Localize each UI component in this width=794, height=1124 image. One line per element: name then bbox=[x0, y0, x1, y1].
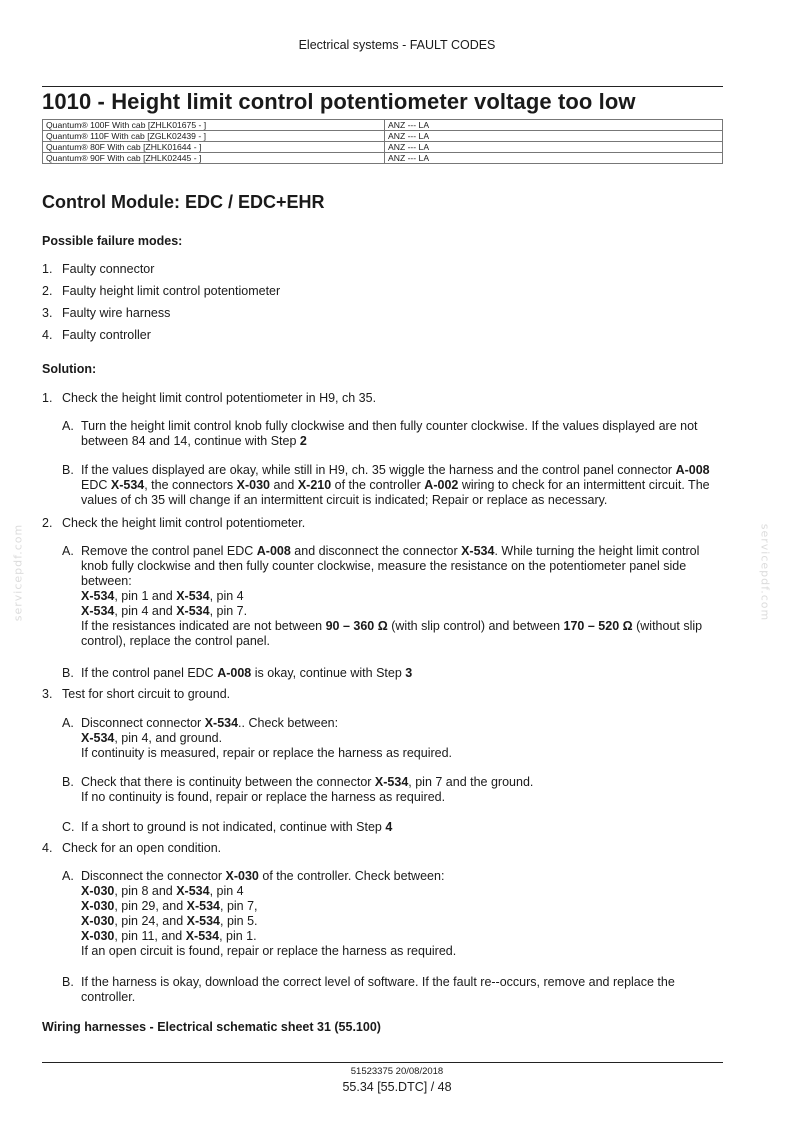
failure-item: Faulty wire harness bbox=[62, 306, 171, 320]
list-number: 1. bbox=[42, 262, 53, 276]
step-number: 2. bbox=[42, 516, 53, 530]
failure-item: Faulty height limit control potentiometer bbox=[62, 284, 281, 298]
wiring-reference: Wiring harnesses - Electrical schematic sheet 31 (55.100) bbox=[42, 1020, 381, 1034]
substep-letter: B. bbox=[62, 463, 74, 477]
substep-text: Disconnect connector X-534.. Check between: X-534, pin 4, and ground. If continuity is measured, repair or replace the harness as required. bbox=[81, 716, 453, 760]
page-header: Electrical systems - FAULT CODES bbox=[298, 38, 496, 52]
step-text: Check for an open condition. bbox=[62, 841, 222, 855]
table-row bbox=[43, 120, 723, 131]
substep-text: Remove the control panel EDC A-008 and disconnect the connector X-534. While turning the height limit control knob fully clockwise and then fully counter clockwise, measure the resistance on the potentiometer panel side between: X-534, pin 1 and X-534, pin 4 X-534, pin 4 and X-534, pin 7. If the resistances indicated are not between 90 – 360 Ω (with slip control) and between 170 – 520 Ω (without slip control), replace the control panel. bbox=[81, 544, 703, 648]
substep-letter: A. bbox=[62, 869, 74, 883]
substep-text: Check that there is continuity between the connector X-534, pin 7 and the ground. If no continuity is found, repair or replace the harness as required. bbox=[81, 775, 534, 804]
substep-letter: A. bbox=[62, 716, 74, 730]
model-name: Quantum® 80F With cab [ZHLK01644 - ] bbox=[43, 142, 385, 153]
watermark-left: servicepdf.com bbox=[11, 523, 25, 622]
substep-text: Turn the height limit control knob fully clockwise and then fully counter clockwise. If the values displayed are not between 84 and 14, continue with Step 2 bbox=[81, 419, 698, 448]
step-number: 4. bbox=[42, 841, 53, 855]
step-number: 3. bbox=[42, 687, 53, 701]
substep-letter: B. bbox=[62, 666, 74, 680]
footer-doc-id: 51523375 20/08/2018 bbox=[350, 1066, 444, 1077]
model-name: Quantum® 90F With cab [ZHLK02445 - ] bbox=[43, 153, 385, 164]
solution-heading: Solution: bbox=[42, 362, 97, 376]
substep-letter: A. bbox=[62, 544, 74, 558]
model-region: ANZ --- LA bbox=[385, 142, 723, 153]
step-text: Check the height limit control potentiometer. bbox=[62, 516, 306, 530]
substep-letter: B. bbox=[62, 975, 74, 989]
step-text: Test for short circuit to ground. bbox=[62, 687, 231, 701]
page-title: 1010 - Height limit control potentiometer voltage too low bbox=[42, 89, 636, 114]
failure-item: Faulty controller bbox=[62, 328, 151, 342]
step-text: Check the height limit control potentiometer in H9, ch 35. bbox=[62, 391, 377, 405]
substep-letter: C. bbox=[62, 820, 75, 834]
substep-text: If the control panel EDC A-008 is okay, continue with Step 3 bbox=[81, 666, 413, 680]
model-table bbox=[42, 119, 723, 164]
model-region: ANZ --- LA bbox=[385, 131, 723, 142]
model-region: ANZ --- LA bbox=[385, 120, 723, 131]
module-heading: Control Module: EDC / EDC+EHR bbox=[42, 192, 325, 212]
list-number: 2. bbox=[42, 284, 53, 298]
list-number: 4. bbox=[42, 328, 53, 342]
failure-item: Faulty connector bbox=[62, 262, 155, 276]
model-region: ANZ --- LA bbox=[385, 153, 723, 164]
model-name: Quantum® 100F With cab [ZHLK01675 - ] bbox=[43, 120, 385, 131]
substep-text: If the values displayed are okay, while still in H9, ch. 35 wiggle the harness and the control panel connector A-008 EDC X-534, the connectors X-030 and X-210 of the controller A-002 wiring to check for an intermittent circuit. The values of ch 35 will change if an intermittent circuit is indicated; Repair or replace as necessary. bbox=[81, 463, 710, 507]
substep-letter: B. bbox=[62, 775, 74, 789]
table-row bbox=[43, 131, 723, 142]
failure-heading: Possible failure modes: bbox=[42, 234, 183, 248]
step-number: 1. bbox=[42, 391, 53, 405]
substep-letter: A. bbox=[62, 419, 74, 433]
table-row bbox=[43, 153, 723, 164]
title-rule bbox=[42, 86, 723, 87]
footer-page-number: 55.34 [55.DTC] / 48 bbox=[342, 1080, 452, 1094]
substep-text: If a short to ground is not indicated, continue with Step 4 bbox=[81, 820, 393, 834]
model-name: Quantum® 110F With cab [ZGLK02439 - ] bbox=[43, 131, 385, 142]
footer-rule bbox=[42, 1062, 723, 1063]
table-row bbox=[43, 142, 723, 153]
list-number: 3. bbox=[42, 306, 53, 320]
substep-text: Disconnect the connector X-030 of the controller. Check between: X-030, pin 8 and X-534, pin 4 X-030, pin 29, and X-534, pin 7, X-030, pin 24, and X-534, pin 5. X-030, pin 11, and X-534, pin 1. If an open circuit is found, repair or replace the harness as required. bbox=[81, 869, 457, 958]
watermark-right: servicepdf.com bbox=[758, 523, 772, 622]
substep-text: If the harness is okay, download the correct level of software. If the fault re--occurs, remove and replace the controller. bbox=[81, 975, 675, 1004]
